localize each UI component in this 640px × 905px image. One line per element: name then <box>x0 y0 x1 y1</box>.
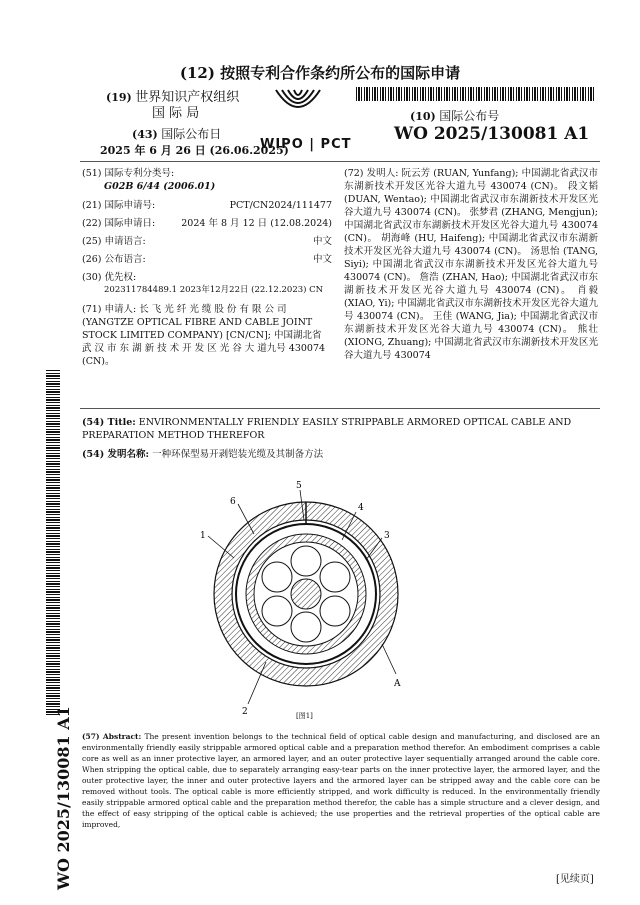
inventors-value: 阮云芳 (RUAN, Yunfang); 中国湖北省武汉市东湖新技术开发区光谷大道九号 430074 (CN)。 段文韬 (DUAN, Wentao); 中国湖北省武汉市东湖新技术开发区光谷大道九号 430074 (CN)。 张梦君 (ZHANG, Mengjun); 中国湖北省武汉市东湖新技术开发区光谷大道九号 430074 (CN)。 胡海峰 (HU, Haifeng); 中国湖北省武汉市东湖新技术开发区光谷大道九号 430074 (CN)。 汤思怡 (TANG, Siyi); 中国湖北省武汉市东湖新技术开发区光谷大道九号 430074 (CN)。 詹浩 (ZHAN, Hao); 中国湖北省武汉市东湖新技术开发区光谷大道九号 430074 (CN)。 肖毅 (XIAO, Yi); 中国湖北省武汉市东湖新技术开发区光谷大道九号 430074 (CN)。 王佳 (WANG, Jia); 中国湖北省武汉市东湖新技术开发区光谷大道九号 430074 (CN)。 熊壮 (XIONG, Zhuang); 中国湖北省武汉市东湖新技术开发区光谷大道九号 430074 <box>344 168 598 361</box>
filing-label: (22) 国际申请日: <box>82 218 156 229</box>
document-title: (12) 按照专利合作条约所公布的国际申请 <box>179 64 461 82</box>
abstract-block <box>82 731 600 830</box>
header-barcode <box>356 87 596 101</box>
org-sub: 国 际 局 <box>152 106 200 121</box>
abstract-label: (57) Abstract: <box>82 732 142 741</box>
fig-label-5: 5 <box>296 481 302 491</box>
publang-label: (26) 公布语言: <box>82 254 146 265</box>
biblio-left <box>82 167 332 368</box>
inventors-label: (72) 发明人: <box>344 168 399 179</box>
filinglang-row <box>82 235 332 248</box>
filinglang-label: (25) 申请语言: <box>82 236 146 247</box>
pubno-block <box>410 107 499 124</box>
figure-caption: [图1] <box>296 712 313 720</box>
abstract-text: The present invention belongs to the technical field of optical cable design and manufacturing, and disclosed are an environmentally friendly easily strippable armored optical cable and a preparation method therefor. An embodiment comprises a cable core as well as an inner protective layer, an armored layer, and an outer protective layer sequentially arranged around the cable core. When stripping the optical cable, due to separately arranging easy-tear parts on the inner protective layer, the armored layer, and the outer protective layer, the inner and outer protective layers and the armored layer can be stripped away and the cable core can be removed without tools. The optical cable is more efficiently stripped, and work difficulty is reduced. In the environmentally friendly easily strippable armored optical cable and the preparation method therefor, the cable has a simple structure and a clever design, and the effect of easy stripping of the optical cable is achieved; the use properties and the retrieval properties of the optical cable are improved, <box>82 732 600 829</box>
fig-label-1: 1 <box>200 531 206 541</box>
appno-value: PCT/CN2024/111477 <box>229 200 332 211</box>
fig-label-2: 2 <box>242 707 248 716</box>
fig-label-4: 4 <box>358 503 364 513</box>
appno-label: (21) 国际申请号: <box>82 200 156 211</box>
title-zh-value: 一种环保型易开剥铠装光缆及其制备方法 <box>152 449 324 460</box>
divider-mid <box>80 408 600 409</box>
applicant-label: (71) 申请人: <box>82 304 137 315</box>
publang-value: 中文 <box>312 254 332 265</box>
cable-cross-section-icon <box>196 476 416 716</box>
wipo-emblem-icon <box>268 86 328 134</box>
wipo-text: WIPO | PCT <box>260 137 352 152</box>
pubno-code: (10) <box>410 110 436 123</box>
title-zh-label: (54) 发明名称: <box>82 449 150 460</box>
priority-label: (30) 优先权: <box>82 272 137 283</box>
appno-row <box>82 199 332 212</box>
pubdate-value: 2025 年 6 月 26 日 (26.06.2025) <box>100 144 289 157</box>
side-barcode <box>46 370 60 715</box>
cable-figure <box>196 476 416 716</box>
org-name: 世界知识产权组织 <box>135 90 240 105</box>
priority-value: 202311784489.1 2023年12月22日 (22.12.2023) CN <box>104 285 324 295</box>
title-en-label: (54) Title: <box>82 417 136 428</box>
divider-top <box>80 161 600 162</box>
title-en-value: ENVIRONMENTALLY FRIENDLY EASILY STRIPPABLE ARMORED OPTICAL CABLE AND PREPARATION METHOD THEREFOR <box>82 417 572 441</box>
side-publication-number: WO 2025/130081 A1 <box>54 706 73 890</box>
applicant-block <box>82 303 332 368</box>
applicant-value: 长 飞 光 纤 光 缆 股 份 有 限 公 司(YANGTZE OPTICAL FIBRE AND CABLE JOINT STOCK LIMITED COMPANY) [CN/CN]; 中国湖北省 武 汉 市 东 湖 新 技 术 开 发 区 光 谷 大 道九号 430074 (CN)。 <box>82 304 326 367</box>
publang-row <box>82 253 332 266</box>
filing-row <box>82 217 332 230</box>
filinglang-value: 中文 <box>312 236 332 247</box>
fig-label-6: 6 <box>230 497 236 507</box>
pubno-label: 国际公布号 <box>439 109 500 123</box>
org-code: (19) <box>106 91 132 104</box>
filing-value: 2024 年 8 月 12 日 (12.08.2024) <box>181 218 332 229</box>
pubdate-block <box>132 125 221 142</box>
title-zh-block <box>82 448 600 461</box>
continued-label: [见续页] <box>556 874 594 885</box>
fig-label-a: A <box>394 679 401 689</box>
title-en-block <box>82 416 600 442</box>
fig-label-3: 3 <box>384 531 390 541</box>
wipo-logo <box>268 86 328 134</box>
ipc-label: (51) 国际专利分类号: <box>82 168 175 179</box>
pubno-value: WO 2025/130081 A1 <box>394 124 590 144</box>
pubdate-code: (43) <box>132 128 158 141</box>
ipc-value: G02B 6/44 (2006.01) <box>104 181 216 192</box>
pubdate-label: 国际公布日 <box>161 127 222 141</box>
inventors-block <box>344 167 598 362</box>
